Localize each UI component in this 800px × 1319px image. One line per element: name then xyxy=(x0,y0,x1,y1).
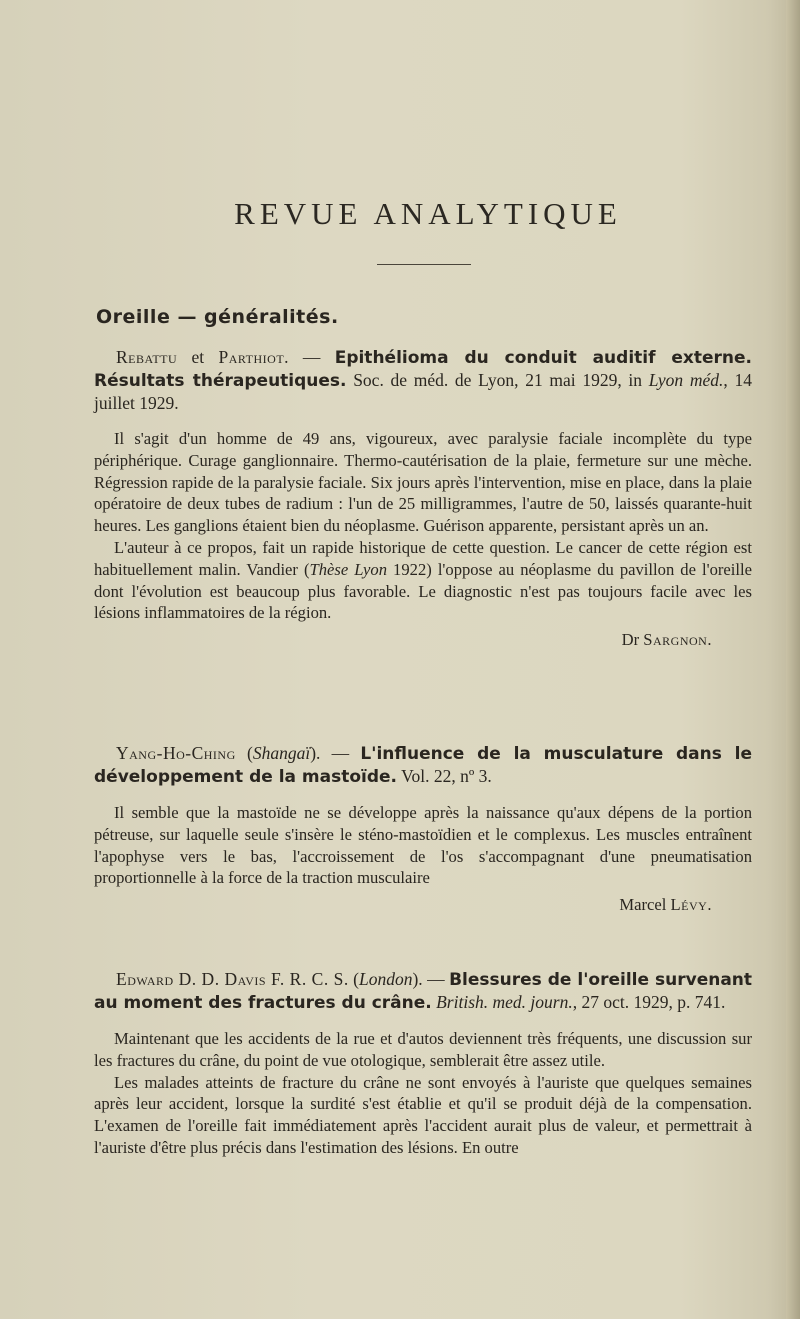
section-heading: Oreille — généralités. xyxy=(96,306,339,328)
article-1-and: et xyxy=(177,347,219,367)
article-2-author: Yang-Ho-Ching xyxy=(116,743,236,763)
article-1-paragraph-2 xyxy=(94,537,752,624)
article-1-title: Epithélioma du conduit auditif externe. Résultats thérapeutiques. xyxy=(94,348,753,391)
article-2-signature xyxy=(94,895,752,915)
article-3-place-open: ( xyxy=(348,969,359,989)
article-3-source-italic: British. med. journ. xyxy=(431,992,573,1012)
article-2-title: L'influence de la musculature dans le développement de la mastoïde. xyxy=(94,744,753,787)
article-1-paragraph-1: Il s'agit d'un homme de 49 ans, vigoureux, avec paralysie faciale incomplète du type périphérique. Curage ganglionnaire. Thermo-cautérisation de la plaie, fermeture sur une mèche. Régression rapide de la paralysie faciale. Six jours après l'intervention, mise en place, dans la plaie opératoire de deux tubes de radium : l'un de 25 milligrammes, l'autre de 50, laissés quarante-huit heures. Les ganglions étaient bien du néoplasme. Guérison apparente, persistant après un an. xyxy=(94,429,752,536)
article-3-paragraph-1: Maintenant que les accidents de la rue et d'autos deviennent très fréquents, une discussion sur les fractures du crâne, du point de vue otologique, semblerait être assez utile. xyxy=(94,1029,752,1070)
article-1-p2-b: 1922) l'oppose au néoplasme du pavillon de l'oreille dont l'évolution est beaucoup plus favorable. Le diagnostic n'est pas toujours facile avec les lésions inflammatoires de la région. xyxy=(94,559,752,623)
article-3-header xyxy=(94,968,752,1014)
article-1 xyxy=(94,346,752,650)
article-1-signature-prefix: Dr xyxy=(621,630,640,650)
article-2-paragraph: Il semble que la mastoïde ne se développe après la naissance qu'aux dépens de la portion pétreuse, sur laquelle seule s'insère le sténo-mastoïdien et le complexus. Les muscles entraînent l'apophyse vers le bas, l'accroissement de l'os s'accompagnant d'une pneumatisation proportionnelle à la force de la traction musculaire xyxy=(94,803,752,888)
page-title: REVUE ANALYTIQUE xyxy=(234,196,622,231)
article-2-signature-first: Marcel xyxy=(619,895,671,915)
article-3-place-close: ). — xyxy=(412,969,450,989)
article-2-signature-last: Lévy. xyxy=(670,895,712,915)
article-1-signature xyxy=(94,630,752,650)
article-1-author-b: Parthiot xyxy=(218,347,285,367)
article-1-source-italic: Lyon méd. xyxy=(648,370,724,390)
article-2-place: Shangaï xyxy=(252,743,311,763)
article-2 xyxy=(94,742,752,915)
article-1-dash: . — xyxy=(284,347,335,367)
article-2-place-open: ( xyxy=(235,743,253,763)
article-2-header xyxy=(94,742,752,788)
article-3-paragraph-2: Les malades atteints de fracture du crâne ne sont envoyés à l'auriste que quelques semaines après leur accident, lorsque la surdité s'est établie et qu'il se produit déjà de la compensation. L'examen de l'oreille fait immédiatement après l'accident aurait plus de valeur, et permettrait à l'auriste d'être plus précis dans l'estimation des lésions. En outre xyxy=(94,1072,752,1157)
article-3-title: Blessures de l'oreille survenant au moment des fractures du crâne. xyxy=(94,970,753,1013)
article-3-author: Edward D. D. Davis F. R. C. S. xyxy=(116,969,349,989)
article-1-source-a: Soc. de méd. de Lyon, 21 mai 1929, in xyxy=(346,370,649,390)
article-1-author-a: Rebattu xyxy=(116,347,178,367)
article-1-header xyxy=(94,346,752,414)
article-3 xyxy=(94,968,752,1159)
title-divider xyxy=(377,264,471,265)
article-3-source: , 27 oct. 1929, p. 741. xyxy=(572,992,726,1012)
article-1-p2-italic: Thèse Lyon xyxy=(309,559,387,579)
article-3-place: London xyxy=(359,969,413,989)
article-1-source-b: , 14 juillet 1929. xyxy=(94,370,752,413)
article-1-signature-name: Sargnon. xyxy=(643,630,712,650)
article-2-place-close: ). — xyxy=(310,743,361,763)
article-2-source: Vol. 22, nº 3. xyxy=(397,766,492,786)
article-1-p2-a: L'auteur à ce propos, fait un rapide historique de cette question. Le cancer de cette région est habituellement malin. Vandier ( xyxy=(94,537,752,579)
